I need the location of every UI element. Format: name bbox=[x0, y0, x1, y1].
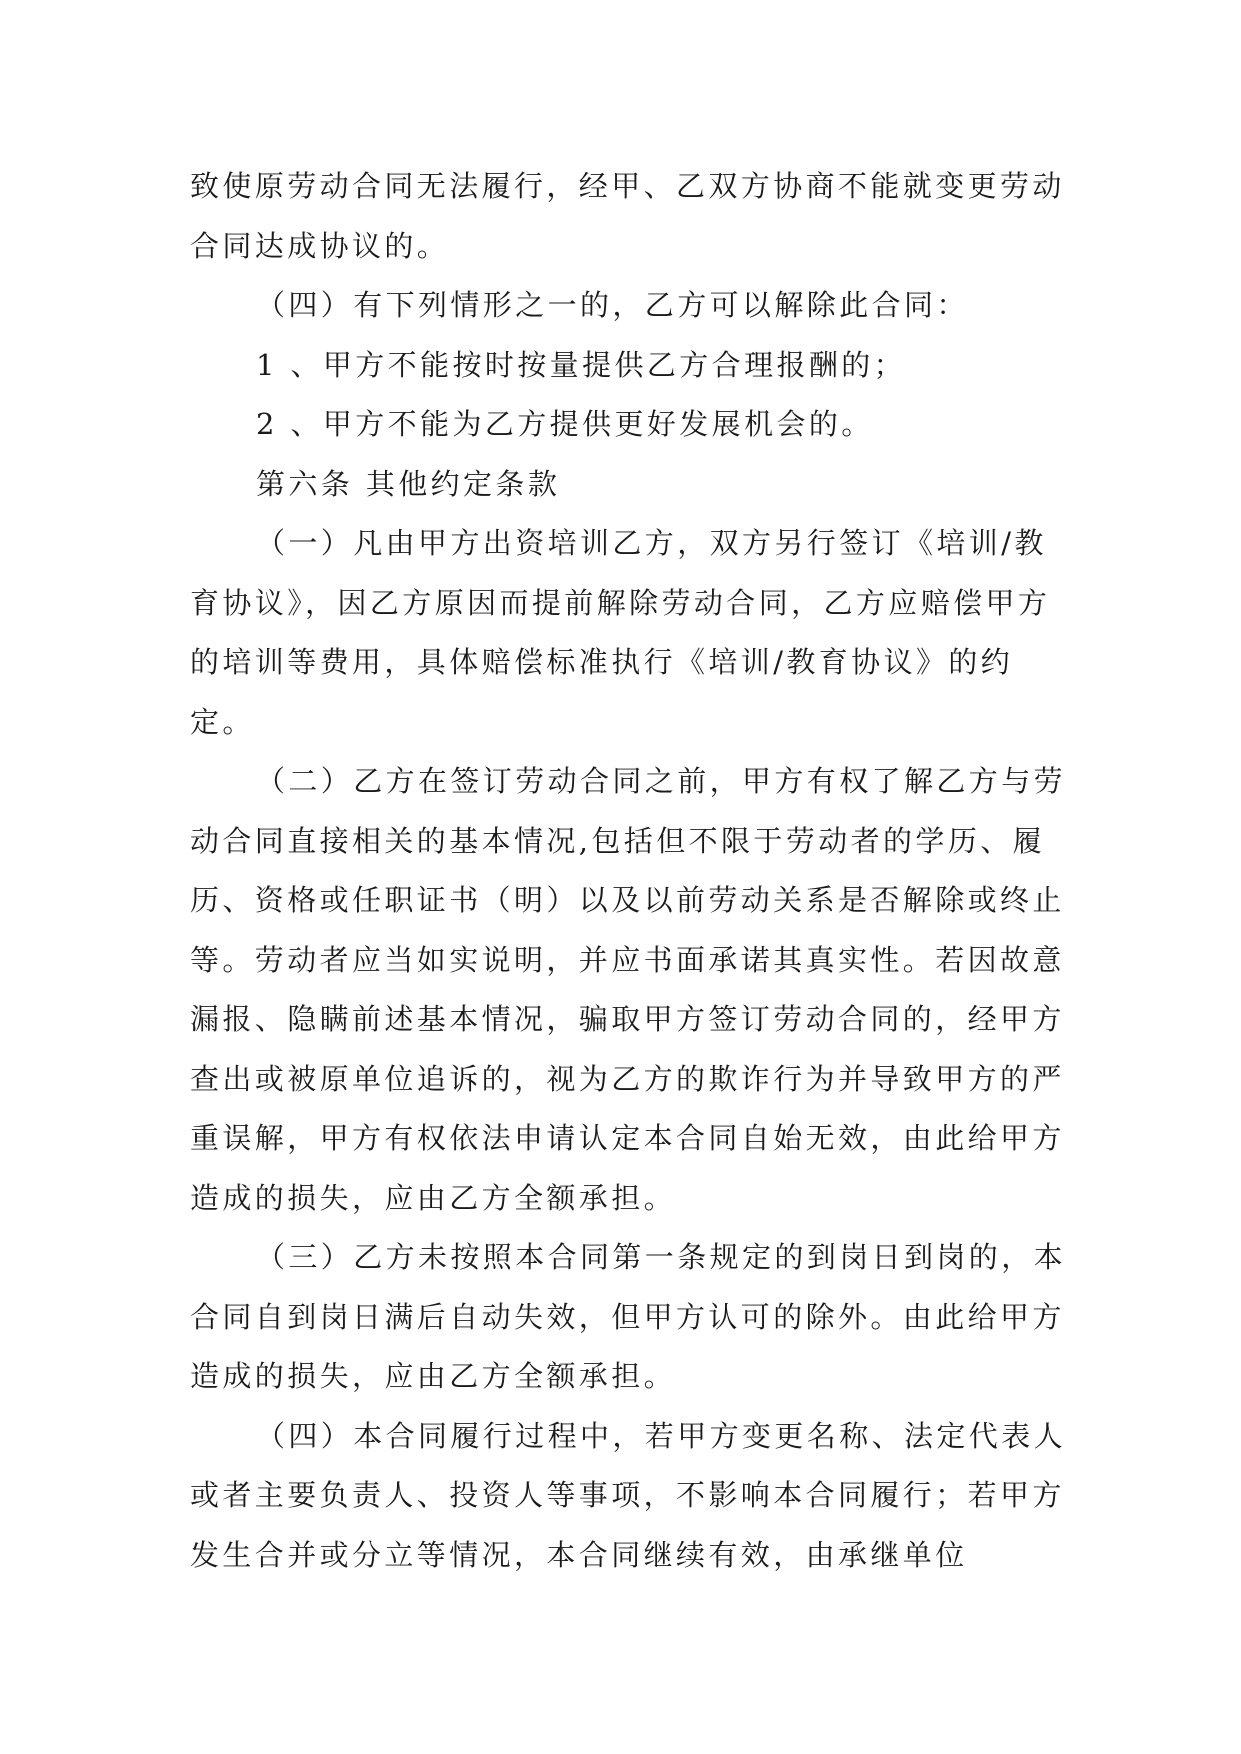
article-6-clause-3: （三）乙方未按照本合同第一条规定的到岗日到岗的，本合同自到岗日满后自动失效，但甲方认可的除外。由此给甲方造成的损失，应由乙方全额承担。 bbox=[190, 1240, 1067, 1393]
contract-body-text bbox=[190, 157, 1070, 1585]
clause-4-header: （四）有下列情形之一的，乙方可以解除此合同： bbox=[256, 288, 969, 322]
paragraph-continuation: 致使原劳动合同无法履行，经甲、乙双方协商不能就变更劳动合同达成协议的。 bbox=[190, 169, 1065, 263]
clause-4-item-1: 1 、甲方不能按时按量提供乙方合理报酬的； bbox=[256, 347, 907, 382]
article-6-clause-2: （二）乙方在签订劳动合同之前，甲方有权了解乙方与劳动合同直接相关的基本情况,包括但不限于劳动者的学历、履历、资格或任职证书（明）以及以前劳动关系是否解除或终止等。劳动者应当如实说明，并应书面承诺其真实性。若因故意漏报、隐瞒前述基本情况，骗取甲方签订劳动合同的，经甲方查出或被原单位追诉的，视为乙方的欺诈行为并导致甲方的严重误解，甲方有权依法申请认定本合同自始无效，由此给甲方造成的损失，应由乙方全额承担。 bbox=[190, 764, 1067, 1215]
article-6-clause-1: （一）凡由甲方出资培训乙方，双方另行签订《培训/教育协议》，因乙方原因而提前解除劳动合同，乙方应赔偿甲方的培训等费用，具体赔偿标准执行《培训/教育协议》的约定。 bbox=[190, 526, 1051, 739]
article-6-clause-4: （四）本合同履行过程中，若甲方变更名称、法定代表人或者主要负责人、投资人等事项，不影响本合同履行；若甲方发生合并或分立等情况，本合同继续有效，由承继单位 bbox=[190, 1418, 1067, 1572]
clause-4-item-2: 2 、甲方不能为乙方提供更好发展机会的。 bbox=[256, 407, 874, 441]
article-6-heading: 第六条 其他约定条款 bbox=[256, 466, 561, 501]
